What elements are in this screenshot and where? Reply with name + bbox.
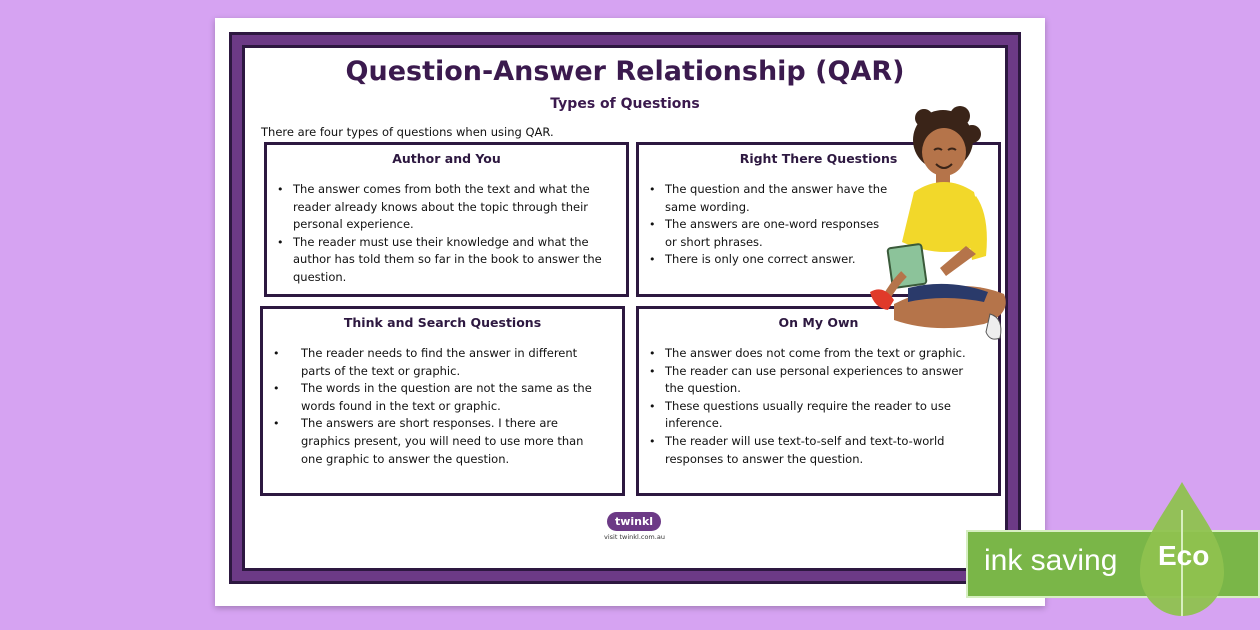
box-heading: Right There Questions — [739, 151, 898, 166]
intro-text: There are four types of questions when using QAR. — [261, 125, 554, 139]
twinkl-logo — [604, 510, 664, 541]
box-heading: On My Own — [778, 315, 859, 330]
poster-subtitle: Types of Questions — [550, 96, 700, 112]
logo-wordmark: twinkl — [607, 512, 661, 531]
box-heading: Author and You — [392, 151, 501, 166]
list-item: • These questions usually require the reader to use inference. — [665, 398, 984, 433]
list-item: • The reader will use text-to-self and text-to-world responses to answer the question. — [665, 433, 984, 468]
eco-badge: Eco — [1158, 540, 1210, 571]
list-item: • The answers are short responses. I there are graphics present, you will need to use more than one graphic to answer the question. — [301, 415, 608, 468]
poster-title: Question-Answer Relationship (QAR) — [345, 56, 905, 87]
list-item: • The answers are one-word responses or short phrases. — [665, 216, 888, 251]
list-item: • The answer does not come from the text or graphic. — [665, 345, 984, 363]
box-author-and-you — [264, 142, 629, 297]
ink-saving-label: ink saving — [984, 544, 1118, 577]
list-item: • The reader needs to find the answer in different parts of the text or graphic. — [301, 345, 608, 380]
box-think-and-search — [260, 306, 625, 496]
reading-child-illustration — [864, 104, 1012, 344]
list-item: • The words in the question are not the same as the words found in the text or graphic. — [301, 380, 608, 415]
box-heading: Think and Search Questions — [343, 315, 542, 330]
list-item: • There is only one correct answer. — [665, 251, 888, 269]
bullet-list — [639, 345, 998, 468]
list-item: • The answer comes from both the text and what the reader already knows about the topic through their personal experience. — [293, 181, 612, 234]
list-item: • The reader must use their knowledge and what the author has told them so far in the book to answer the question. — [293, 234, 612, 287]
list-item: • The reader can use personal experiences to answer the question. — [665, 363, 984, 398]
bullet-list — [267, 181, 626, 287]
bullet-list — [263, 345, 622, 468]
list-item: • The question and the answer have the same wording. — [665, 181, 888, 216]
logo-url: visit twinkl.com.au — [604, 533, 665, 541]
